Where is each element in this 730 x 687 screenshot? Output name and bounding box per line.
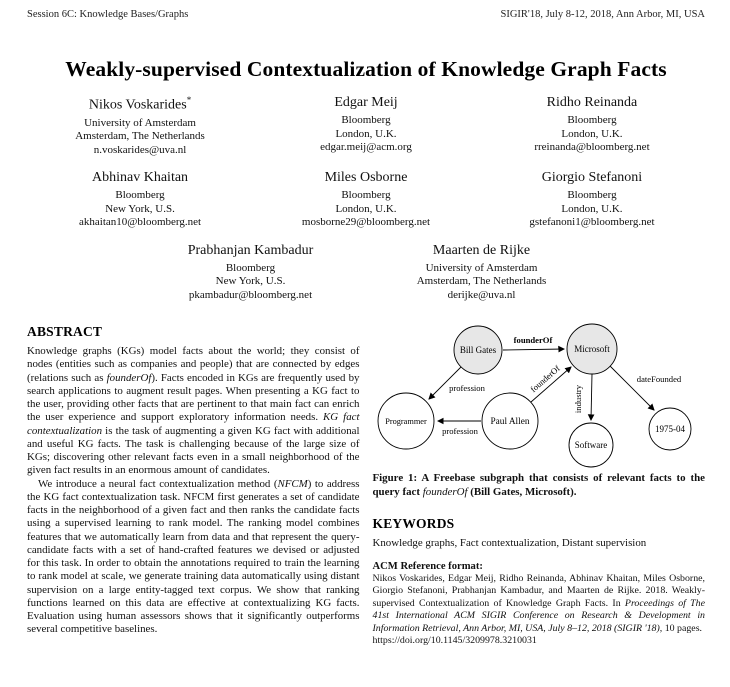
edge-label-founderof: founderOf bbox=[513, 335, 552, 346]
node-label-software: Software bbox=[574, 440, 607, 451]
node-label-1975-04: 1975-04 bbox=[654, 424, 685, 435]
author-block-osborne bbox=[253, 170, 479, 230]
node-label-bill-gates: Bill Gates bbox=[459, 345, 496, 356]
figure-caption: Figure 1: A Freebase subgraph that consists of relevant facts to the query fact founderOf (Bill Gates, Microsoft). bbox=[372, 472, 705, 498]
author-affiliation: Bloomberg bbox=[341, 114, 391, 126]
right-column bbox=[373, 320, 706, 647]
author-location: London, U.K. bbox=[561, 202, 623, 215]
author-affiliation: Bloomberg bbox=[225, 261, 276, 274]
session-label: Session 6C: Knowledge Bases/Graphs bbox=[27, 9, 189, 20]
author-block-kambadur bbox=[135, 243, 366, 303]
keywords-text: Knowledge graphs, Fact contextualization, Distant supervision bbox=[372, 536, 647, 549]
paper-title: Weakly-supervised Contextualization of Knowledge Graph Facts bbox=[65, 57, 667, 81]
author-affiliation: Bloomberg bbox=[115, 189, 165, 202]
knowledge-graph-figure bbox=[373, 321, 711, 469]
edge-label-datefounded: dateFounded bbox=[636, 374, 681, 385]
authors-row-2 bbox=[27, 170, 705, 243]
author-email: rreinanda@bloomberg.net bbox=[534, 141, 650, 153]
author-location: New York, U.S. bbox=[105, 202, 175, 215]
author-location: London, U.K. bbox=[561, 127, 623, 140]
author-block-voskarides bbox=[27, 95, 253, 157]
edge-microsoft-industry-software bbox=[591, 374, 592, 420]
author-name: Prabhanjan Kambadur bbox=[187, 242, 314, 258]
author-email: akhaitan10@bloomberg.net bbox=[79, 216, 202, 229]
author-name: Maarten de Rijke bbox=[432, 242, 531, 258]
edge-label-profession: profession bbox=[448, 383, 485, 394]
footnote-marker: * bbox=[186, 95, 192, 105]
node-label-paul-allen: Paul Allen bbox=[490, 417, 529, 428]
acm-reference-heading: ACM Reference format: bbox=[372, 560, 483, 572]
author-block-derijke bbox=[366, 243, 597, 303]
author-affiliation: Bloomberg bbox=[567, 114, 617, 126]
author-block-reinanda bbox=[479, 95, 705, 157]
conference-label: SIGIR'18, July 8-12, 2018, Ann Arbor, MI, USA bbox=[500, 9, 705, 20]
author-affiliation: University of Amsterdam bbox=[425, 261, 538, 274]
author-name: Giorgio Stefanoni bbox=[541, 170, 643, 186]
edge-label-founderof-sloped: founderOf bbox=[527, 363, 562, 395]
author-location: Amsterdam, The Netherlands bbox=[75, 130, 205, 143]
author-email: edgar.meij@acm.org bbox=[320, 141, 412, 153]
figure-1 bbox=[373, 321, 706, 499]
abstract-heading: ABSTRACT bbox=[27, 324, 103, 340]
doi-link[interactable]: https://doi.org/10.1145/3209978.3210031 bbox=[372, 635, 537, 646]
author-email: derijke@uva.nl bbox=[447, 288, 516, 301]
edge-billgates-founderof-microsoft bbox=[503, 349, 564, 350]
doi-line bbox=[373, 635, 706, 647]
authors-row-3 bbox=[27, 243, 705, 316]
author-location: London, U.K. bbox=[335, 127, 397, 140]
author-name: Edgar Meij bbox=[334, 95, 398, 110]
author-email: n.voskarides@uva.nl bbox=[93, 143, 187, 156]
keywords-heading: KEYWORDS bbox=[372, 515, 455, 531]
author-email: gstefanoni1@bloomberg.net bbox=[529, 216, 655, 229]
author-block-khaitan bbox=[27, 170, 253, 230]
two-column-body bbox=[27, 320, 705, 647]
node-label-microsoft: Microsoft bbox=[573, 344, 610, 355]
running-head bbox=[27, 9, 705, 20]
edge-microsoft-datefounded-1975 bbox=[610, 366, 654, 410]
author-block-stefanoni bbox=[479, 170, 705, 230]
author-affiliation: University of Amsterdam bbox=[84, 116, 196, 129]
left-column bbox=[27, 320, 360, 647]
acm-reference-text: Nikos Voskarides, Edgar Meij, Ridho Reinanda, Abhinav Khaitan, Miles Osborne, Giorgio Stefanoni, Prabhanjan Kambadur, and Maarten de Rijke. 2018. Weakly-supervised Contextualization of Knowledge Graph Facts. In Proceedings of The 41st International ACM SIGIR Conference on Research & Development in Information Retrieval, Ann Arbor, MI, USA, July 8–12, 2018 (SIGIR '18), 10 pages. bbox=[372, 572, 705, 634]
abstract-paragraph-2: We introduce a neural fact contextualization method (NFCM) to address the KG fact contextualization task. NFCM first generates a set of candidate facts in the neighborhood of a given fact and then ranks the candidate facts using a supervised learning to rank model. The ranking model combines features that we automatically learn from data and that represent the query-candidate facts with a set of hand-crafted features we devised or adjusted for this task. In order to obtain the annotations required to train the learning to rank model at scale, we generate training data automatically using distant supervision on a large entity-tagged text corpus. We show that ranking functions learned on this data are effective at contextualizing KG facts. Evaluation using human assessors shows that it significantly outperforms several competitive baselines. bbox=[27, 477, 360, 636]
edge-label-profession-2: profession bbox=[441, 426, 478, 437]
author-affiliation: Bloomberg bbox=[341, 189, 391, 202]
author-location: Amsterdam, The Netherlands bbox=[416, 275, 547, 288]
author-name: Nikos Voskarides* bbox=[88, 95, 192, 113]
author-section bbox=[27, 95, 705, 315]
author-name: Ridho Reinanda bbox=[546, 95, 638, 110]
author-location: New York, U.S. bbox=[215, 275, 286, 288]
node-label-programmer: Programmer bbox=[384, 417, 427, 427]
author-email: pkambadur@bloomberg.net bbox=[188, 288, 313, 301]
author-name: Miles Osborne bbox=[324, 170, 408, 186]
author-name: Abhinav Khaitan bbox=[92, 170, 189, 186]
authors-row-1 bbox=[27, 95, 705, 170]
author-affiliation: Bloomberg bbox=[567, 189, 617, 202]
edge-label-industry: industry bbox=[572, 385, 583, 414]
author-block-meij bbox=[253, 95, 479, 157]
author-email: mosborne29@bloomberg.net bbox=[301, 216, 431, 229]
author-location: London, U.K. bbox=[335, 202, 397, 215]
abstract-paragraph-1: Knowledge graphs (KGs) model facts about the world; they consist of nodes (entities such as companies and people) that are connected by edges (relations such as founderOf). Facts encoded in KGs are frequently used by search applications to augment result pages. When presenting a KG fact to the user, providing other facts that are pertinent to that main fact can enrich the user experience and support exploratory information needs. KG fact contextualization is the task of augmenting a given KG fact with additional and useful KG facts. The task is challenging because of the large size of KGs; discovering other relevant facts even in a small neighborhood of the given fact results in an enormous amount of candidates. bbox=[27, 345, 360, 477]
